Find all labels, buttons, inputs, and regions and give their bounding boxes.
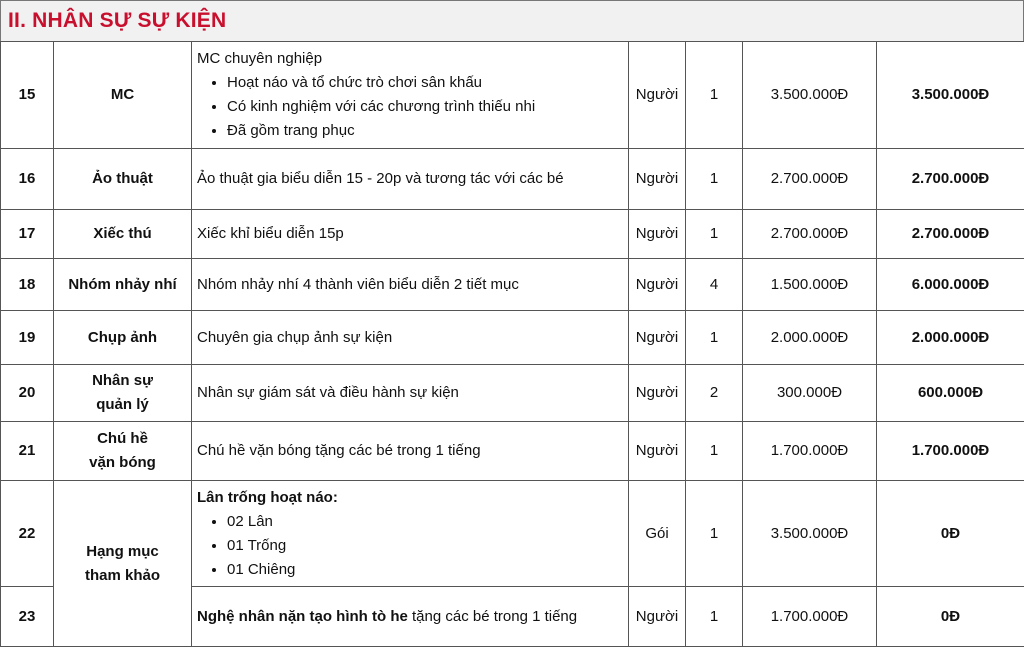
quantity: 1 — [686, 149, 743, 210]
item-name: Ảo thuật — [54, 149, 192, 210]
quantity: 2 — [686, 365, 743, 422]
unit-price: 300.000Đ — [743, 365, 877, 422]
unit-price: 2.700.000Đ — [743, 149, 877, 210]
total-price: 0Đ — [877, 587, 1024, 647]
list-item: • 01 Chiêng — [227, 558, 623, 582]
description-title: Lân trống hoạt náo: — [197, 488, 338, 506]
row-number: 15 — [1, 42, 54, 149]
group-name-line: Hạng mục — [86, 542, 159, 560]
item-name-line: quản lý — [96, 396, 149, 413]
item-description: Nhóm nhảy nhí 4 thành viên biểu diễn 2 tiết mục — [192, 259, 629, 311]
description-bold: Nghệ nhân nặn tạo hình tò he — [197, 607, 408, 625]
staff-pricing-table — [0, 41, 1024, 647]
description-list — [197, 71, 623, 143]
unit: Người — [629, 42, 686, 149]
total-price: 2.700.000Đ — [877, 149, 1024, 210]
item-description — [192, 481, 629, 587]
description-rest: tặng các bé trong 1 tiếng — [407, 607, 578, 625]
quantity: 1 — [686, 587, 743, 647]
list-item: • Đã gồm trang phục — [227, 119, 623, 143]
unit: Người — [629, 587, 686, 647]
unit-price: 1.500.000Đ — [743, 259, 877, 311]
item-name: MC — [54, 42, 192, 149]
total-price: 2.700.000Đ — [877, 210, 1024, 259]
unit-price: 2.700.000Đ — [743, 210, 877, 259]
description-list — [197, 510, 623, 582]
list-item: • 01 Trống — [227, 534, 623, 558]
total-price: 6.000.000Đ — [877, 259, 1024, 311]
section-title: II. NHÂN SỰ SỰ KIỆN — [8, 9, 227, 32]
unit: Gói — [629, 481, 686, 587]
unit: Người — [629, 365, 686, 422]
unit-price: 3.500.000Đ — [743, 42, 877, 149]
description-title: MC chuyên nghiệp — [197, 50, 323, 67]
list-item: • Có kinh nghiệm với các chương trình thiếu nhi — [227, 95, 623, 119]
unit: Người — [629, 149, 686, 210]
unit-price: 3.500.000Đ — [743, 481, 877, 587]
row-number: 23 — [1, 587, 54, 647]
item-name-line: Nhân sự — [92, 372, 153, 389]
list-item: • 02 Lân — [227, 510, 623, 534]
item-description: Ảo thuật gia biểu diễn 15 - 20p và tương tác với các bé — [192, 149, 629, 210]
quantity: 1 — [686, 311, 743, 365]
group-name-line: tham khảo — [84, 566, 160, 584]
total-price: 2.000.000Đ — [877, 311, 1024, 365]
row-number: 22 — [1, 481, 54, 587]
quantity: 1 — [686, 42, 743, 149]
quantity: 4 — [686, 259, 743, 311]
row-number: 16 — [1, 149, 54, 210]
unit: Người — [629, 259, 686, 311]
item-description: Nhân sự giám sát và điều hành sự kiện — [192, 365, 629, 422]
total-price: 0Đ — [877, 481, 1024, 587]
row-number: 19 — [1, 311, 54, 365]
item-description: Chú hề vặn bóng tặng các bé trong 1 tiếng — [192, 422, 629, 481]
table-row — [1, 481, 1024, 587]
quantity: 1 — [686, 210, 743, 259]
section-header — [0, 0, 1024, 42]
total-price: 1.700.000Đ — [877, 422, 1024, 481]
total-price: 3.500.000Đ — [877, 42, 1024, 149]
item-name: Chụp ảnh — [54, 311, 192, 365]
group-name — [54, 481, 192, 647]
table-row — [1, 210, 1024, 259]
item-name — [54, 365, 192, 422]
total-price: 600.000Đ — [877, 365, 1024, 422]
table-row — [1, 365, 1024, 422]
item-name-line: Chú hề — [97, 430, 148, 447]
row-number: 21 — [1, 422, 54, 481]
item-name — [54, 422, 192, 481]
unit-price: 1.700.000Đ — [743, 587, 877, 647]
row-number: 20 — [1, 365, 54, 422]
item-description — [192, 587, 629, 647]
row-number: 18 — [1, 259, 54, 311]
item-name: Nhóm nhảy nhí — [54, 259, 192, 311]
unit: Người — [629, 311, 686, 365]
unit-price: 2.000.000Đ — [743, 311, 877, 365]
table-row — [1, 42, 1024, 149]
table-row — [1, 259, 1024, 311]
list-item: • Hoạt náo và tổ chức trò chơi sân khấu — [227, 71, 623, 95]
unit: Người — [629, 210, 686, 259]
table-row — [1, 149, 1024, 210]
item-description: Xiếc khỉ biểu diễn 15p — [192, 210, 629, 259]
table-row — [1, 311, 1024, 365]
row-number: 17 — [1, 210, 54, 259]
unit: Người — [629, 422, 686, 481]
table-row — [1, 422, 1024, 481]
unit-price: 1.700.000Đ — [743, 422, 877, 481]
item-description: Chuyên gia chụp ảnh sự kiện — [192, 311, 629, 365]
item-description — [192, 42, 629, 149]
item-name-line: vặn bóng — [89, 454, 156, 471]
quantity: 1 — [686, 422, 743, 481]
item-name: Xiếc thú — [54, 210, 192, 259]
quantity: 1 — [686, 481, 743, 587]
